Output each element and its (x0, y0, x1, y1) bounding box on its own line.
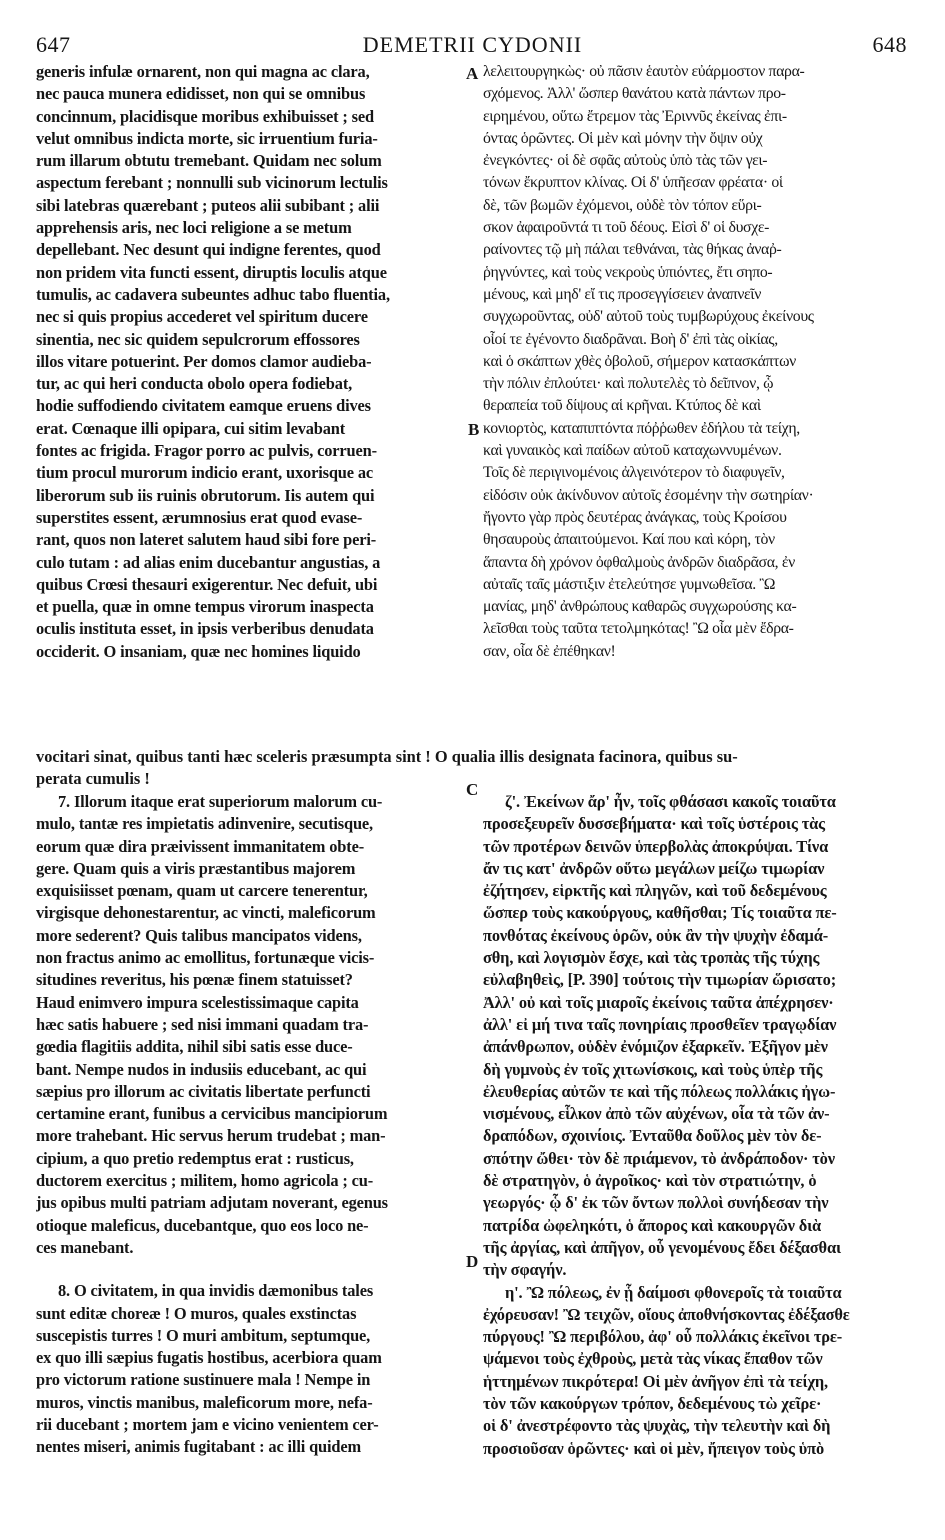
greek-column-1 (483, 61, 908, 663)
text-line: quibus Crœsi thesauri exigerentur. Nec defuit, ubi (36, 574, 378, 594)
text-line: τόνων ἔκρυπτον κλίνας. Οἱ δ' ὑπῆεσαν φρέατα· οἱ (483, 174, 783, 192)
text-line: muros, vinctis manibus, maleficorum more, nefa- (36, 1392, 373, 1412)
text-line: κονιορτὸς, καταπιπτόντα πόῤῥωθεν ἐδήλου τὰ τείχη, (483, 419, 800, 437)
text-line: certamine erant, funibus a cervicibus mancipiorum (36, 1104, 388, 1124)
text-line: 7. Illorum itaque erat superiorum malorum cu- (58, 792, 383, 811)
text-line: τῆς ἀργίας, καὶ ἀπῆγον, οὗ γενομένους ἔδει δέξασθαι (483, 1237, 841, 1257)
text-line: σαν, οἷα δὲ ἐπέθηκαν! (483, 642, 616, 660)
text-line: σκον ἀφαιροῦντά τι τοῦ δέους. Εἰσὶ δ' οἱ δυσχε- (483, 219, 770, 237)
running-title: DEMETRII CYDONII (362, 32, 583, 57)
text-line: τὸν τῶν κακούργων τρόπον, δεδεμένους τὼ χεῖρε· (483, 1394, 822, 1414)
spanning-line-tail: perata cumulis ! (36, 769, 150, 788)
text-line: illos vitare potuerint. Per domos clamor audieba- (36, 351, 372, 371)
text-line: virgisque dehonestarentur, ac vincti, maleficorum (36, 903, 376, 923)
text-line: εὐλαβηθεὶς, [P. 390] τούτοις τὴν τιμωρίαν ὥρισατο; (483, 970, 837, 990)
text-line: γεωργός· ᾧ δ' ἐκ τῶν ὄντων πολλοὶ συνήδεσαν τὴν (483, 1193, 829, 1213)
text-line: ψάμενοι τοὺς ἐχθροὺς, μετὰ τὰς νίκας ἔπαθον τῶν (483, 1349, 823, 1369)
text-line: λελειτουργηκὼς· οὐ πᾶσιν ἑαυτὸν εὐάρμοστον παρα- (483, 63, 805, 80)
text-line: 8. O civitatem, in qua invidis dæmonibus tales (58, 1281, 374, 1301)
text-line: θεραπεία τοῦ δίψους αἱ κρῆναι. Κτύπος δὲ καὶ (483, 397, 761, 415)
text-line: eorum quæ dira præivissent immanitatem obte- (36, 836, 365, 856)
latin-column-1 (36, 61, 458, 663)
text-line: τὴν σφαγήν. (483, 1260, 567, 1280)
text-line: situdines reveritus, his pœnæ finem statuisset? (36, 970, 353, 990)
text-line: όντας ὁρῶντες. Οἱ μὲν καὶ μόνην τὴν ὄψιν οὐχ (483, 129, 763, 147)
text-line: ῥηγνύντες, καὶ τοὺς νεκροὺς ὑπιόντες, ἔτι σηπο- (483, 263, 773, 281)
text-line: gere. Quam quis a viris præstantibus majorem (36, 858, 356, 878)
text-line: fontes ac frigida. Fragor porro ac pulvis, corruen- (36, 441, 377, 461)
paragraph-gap (36, 1259, 458, 1280)
text-line: νισμένους, εἷλκον ἀπὸ τῶν αὐχένων, οἷα τὰ τῶν ἀν- (483, 1104, 830, 1124)
text-line: pro victorum ratione sustinuere mala ! Nempe in (36, 1370, 371, 1390)
text-line: πύργους! Ὢ περιβόλου, ἀφ' οὗ πολλάκις ἐκεῖνοι τρε- (483, 1327, 843, 1347)
text-line: δὲ, τῶν βωμῶν ἐχόμενοι, οὐδὲ τὸν τόπον εὕρι- (483, 196, 762, 214)
page-number-right: 648 (872, 32, 907, 57)
text-line: nentes miseri, animis fugitabant : ac illi quidem (36, 1437, 362, 1457)
text-line: μανίας, μηδ' ἀνθρώπους καθαρῶς συγχωρούσης κα- (483, 598, 797, 616)
text-line: tium procul murorum indicio erant, uxorisque ac (36, 463, 374, 483)
margin-marker-c: C (466, 780, 479, 799)
text-line: liberorum sub iis ruinis obrutorum. Iis autem qui (36, 485, 375, 505)
text-line: jus opibus multi patriam adjutam noverant, egenus (36, 1193, 388, 1213)
latin-column-2 (36, 791, 458, 1459)
text-line: et puella, quæ in omne tempus virorum inaspecta (36, 597, 374, 617)
text-line: δὲ στρατηγὸν, ὁ ἀγροῖκος· καὶ τὸν στρατιώτην, ὁ (483, 1171, 817, 1191)
text-line: ces manebant. (36, 1237, 134, 1257)
text-line: ἐζήτησεν, εἱρκτῆς καὶ πληγῶν, καὶ τοῦ δεδεμένους (483, 881, 827, 901)
text-line: concinnum, placidisque moribus exhibuisset ; sed (36, 106, 374, 126)
text-line: ductorem exercitus ; militem, homo agricola ; cu- (36, 1171, 374, 1191)
text-line: σπότην ὤθει· τὸν δὲ πριάμενον, τὸ ἀνδράποδον· τὸν (483, 1148, 835, 1168)
text-line: non fractus animo ac emollitus, fortunæque vicis- (36, 948, 375, 968)
text-line: δραπόδων, σχοινίοις. Ἐνταῦθα δοῦλος μὲν τὸν δε- (483, 1126, 822, 1146)
text-line: gœdia flagitiis addita, nihil sibi satis esse duce- (36, 1037, 353, 1057)
text-line: nec pauca munera edidisset, non qui se omnibus (36, 84, 366, 104)
margin-marker-d: D (466, 1252, 479, 1271)
text-line: cipium, a quo pretio redemptus erat : rusticus, (36, 1148, 354, 1168)
text-line: πονθότας ἐκείνους ὁρῶν, οὐκ ἂν τὴν ψυχὴν ἐδαμά- (483, 925, 828, 945)
text-line: ραίνοντες τῷ μὴ πάλαι τεθνάναι, τὰς θήκας ἀναῤ- (483, 241, 782, 259)
text-line: ὥσπερ τοὺς κακούργους, καθῆσθαι; Τίς τοιαῦτα πε- (483, 903, 837, 923)
text-line: ἀπάνθρωπον, οὐδὲν ἐνόμιζον ἐξαρκεῖν. Ἐξῆγον μὲν (483, 1037, 828, 1057)
greek-column-2 (483, 791, 908, 1460)
text-line: η'. Ὢ πόλεως, ἐν ᾗ δαίμοσι φθονεροῖς τὰ τοιαῦτα (505, 1282, 842, 1302)
text-line: hodie suffodiendo civitatem eamque eruens dives (36, 396, 371, 416)
text-line: εἰδόσιν οὐκ ἀκίνδυνον αὐτοῖς ἐσομένην τὴν σωτηρίαν· (483, 486, 814, 504)
margin-marker-a: A (466, 64, 479, 83)
text-line: αὐταῖς ταῖς μάστιξιν ἐτελεύτησε γυμνωθεῖσα. Ὢ (483, 575, 775, 593)
text-line: καὶ γυναικὸς καὶ παίδων αὐτοῦ καταχωννυμένων. (483, 442, 782, 460)
text-line: πατρίδα ὠφεληκότι, ὁ ἄπορος καὶ κακουργῶν διὰ (483, 1215, 821, 1235)
text-line: ἐνεγκόντες· οἱ δὲ σφᾶς αὐτοὺς ὑπὸ τὰς τῶν γει- (483, 152, 768, 170)
text-line: ζ'. Ἐκείνων ἄρ' ἦν, τοῖς φθάσασι κακοῖς τοιαῦτα (505, 792, 836, 811)
text-line: ἡττημένων πικρότερα! Οἱ μὲν ἀνῆγον ἐπὶ τὰ τείχη, (483, 1371, 828, 1391)
text-line: Ἀλλ' οὐ καὶ τοῖς μιαροῖς ἐκείνοις ταῦτα ἀπέχρησεν· (483, 992, 834, 1012)
text-line: προσιοῦσαν ὁρῶντες· καὶ οἱ μὲν, ἤπειγον τοὺς ὑπὸ (483, 1438, 824, 1458)
text-line: superstites essent, ærumnosius erat quod evase- (36, 507, 363, 527)
spanning-line: vocitari sinat, quibus tanti hæc sceleris præsumpta sint ! O qualia illis designata facinora, quibus su- (36, 747, 738, 766)
text-line: ἤγοντο γὰρ πρὸς δευτέρας ἀνάγκας, τοὺς Κροίσου (483, 508, 787, 526)
text-line: λεῖσθαι τοὺς ταῦτα τετολμηκότας! Ὢ οἷα μὲν ἔδρα- (483, 620, 794, 638)
text-line: generis infulæ ornarent, non qui magna ac clara, (36, 62, 370, 81)
text-line: rant, quos non lateret salutem haud sibi fore peri- (36, 530, 377, 550)
text-line: μένους, καὶ μηδ' εἴ τις προσεγγίσειεν ἀναπνεῖν (483, 285, 762, 303)
text-line: rum illarum obtutu tremebant. Quidam nec solum (36, 151, 382, 171)
text-line: oculis instituta esset, in ipsis verberibus denudata (36, 619, 374, 639)
text-line: apprehensis aris, nec loci religione a se metum (36, 218, 352, 238)
text-line: bant. Nempe nudos in indusiis educebant, ac qui (36, 1059, 367, 1079)
text-line: culo tutam : ad alias enim ducebantur angustias, a (36, 552, 381, 572)
text-line: ἅπαντα δὴ χρόνον ὀφθαλμοὺς ἀνδρῶν διαδρᾶσα, ἐν (483, 553, 795, 571)
text-line: σχόμενος. Ἀλλ' ὥσπερ θανάτου κατὰ πάντων προ- (483, 85, 786, 103)
page-number-left: 647 (36, 32, 71, 57)
text-line: Haud enimvero impura scelestissimaque capita (36, 992, 359, 1012)
text-line: tur, ac qui heri conducta obolo opera fodiebat, (36, 374, 353, 394)
text-line: ex quo illi sæpius fugatis hostibus, acerbiora quam (36, 1348, 382, 1368)
text-line: aspectum ferebant ; nonnulli sub vicinorum lectulis (36, 173, 388, 193)
text-line: Τοῖς δὲ περιγινομένοις ἀλγεινότερον τὸ διαφυγεῖν, (483, 464, 785, 482)
text-line: ειρημένου, οὕτω ἔτρεμον τὰς Ἐριννῦς ἐκείνας ἐπι- (483, 107, 787, 125)
text-line: sinentia, nec sic quidem sepulcrorum effossores (36, 329, 360, 349)
text-line: ἐχόρευσαν! Ὢ τειχῶν, οἵους ἀποθνήσκοντας ἐδέξασθε (483, 1304, 850, 1324)
text-line: ἐλευθερίας αὐτῶν τε καὶ τῆς πόλεως πολλάκις ἠγω- (483, 1081, 836, 1101)
text-line: nec si quis propius accederet vel spiritum ducere (36, 307, 368, 327)
text-line: hæc satis habuere ; sed nisi immani quadam tra- (36, 1014, 369, 1034)
text-line: otioque maleficus, ducebantque, quo eos loco ne- (36, 1215, 369, 1235)
text-line: mulo, tantæ res impietatis adinvenire, secutisque, (36, 814, 374, 834)
text-line: sæpius pro illorum ac civitatis libertate perfuncti (36, 1081, 371, 1101)
margin-marker-b: B (468, 420, 480, 439)
text-line: ἀλλ' εἰ μή τινα ταῖς πονηρίαις προσθεῖεν τραγῳδίαν (483, 1014, 837, 1034)
text-line: erat. Cœnaque illi opipara, cui sitim levabant (36, 418, 346, 438)
text-line: οἱ δ' ἀνεστρέφοντο τὰς ψυχὰς, τὴν τελευτὴν καὶ δὴ (483, 1416, 831, 1436)
text-line: sunt editæ choreæ ! O muros, quales exstinctas (36, 1303, 357, 1323)
text-line: suscepistis turres ! O muri ambitum, septumque, (36, 1325, 371, 1345)
text-line: προσεξευρεῖν δυσσεβήματα· καὶ τοῖς ὑστέροις τὰς (483, 814, 825, 834)
text-line: velut omnibus indicta morte, sic irruentium furia- (36, 128, 378, 148)
text-line: ἄν τις κατ' ἀνδρῶν οὕτω μεγάλων μείζω τιμωρίαν (483, 858, 825, 878)
text-line: τὴν πόλιν ἐπλούτει· καὶ πολυτελὲς τὸ δεῖπνον, ᾧ (483, 375, 774, 393)
text-line: more sederent? Quis talibus mancipatos videns, (36, 925, 362, 945)
text-line: δὴ γυμνοὺς ἐν τοῖς χιτωνίσκοις, καὶ τοὺς ὑπὲρ τῆς (483, 1059, 823, 1079)
text-line: θησαυροὺς ἀπαιτούμενοι. Καί που καὶ κόρη, τὸν (483, 531, 775, 549)
text-line: τῶν προτέρων δεινῶν ὑπερβολὰς ἀποκρύψαι. Τίνα (483, 836, 829, 856)
text-line: more trahebant. Hic servus herum trudebat ; man- (36, 1126, 386, 1146)
text-line: exquisiisset pœnam, quam ut carcere tenerentur, (36, 881, 368, 901)
text-line: καὶ ὁ σκάπτων χθὲς ὀβολοῦ, σήμερον κατασκάπτων (483, 352, 796, 370)
text-line: tumulis, ac cadavera subeuntes adhuc tabo fluentia, (36, 284, 390, 304)
text-line: συγχωροῦντας, οὐδ' αὐτοῦ τοὺς τυμβωρύχους ἐκείνους (483, 308, 814, 326)
text-line: οἷοί τε ἐγένοντο διαδρᾶναι. Βοὴ δ' ἐπὶ τὰς οἰκίας, (483, 330, 778, 348)
text-line: depellebant. Nec desunt qui indigne ferentes, quod (36, 240, 381, 260)
text-line: rii ducebant ; mortem jam e vicino venientem cer- (36, 1415, 379, 1435)
text-line: sibi latebras quærebant ; puteos alii subibant ; alii (36, 195, 380, 215)
text-line: non pridem vita functi essent, diruptis loculis atque (36, 262, 387, 282)
text-line: occiderit. O insaniam, quæ nec homines liquido (36, 641, 361, 661)
text-line: σθη, καὶ λογισμὸν ἔσχε, καὶ τὰς τροπὰς τῆς τύχης (483, 948, 820, 968)
